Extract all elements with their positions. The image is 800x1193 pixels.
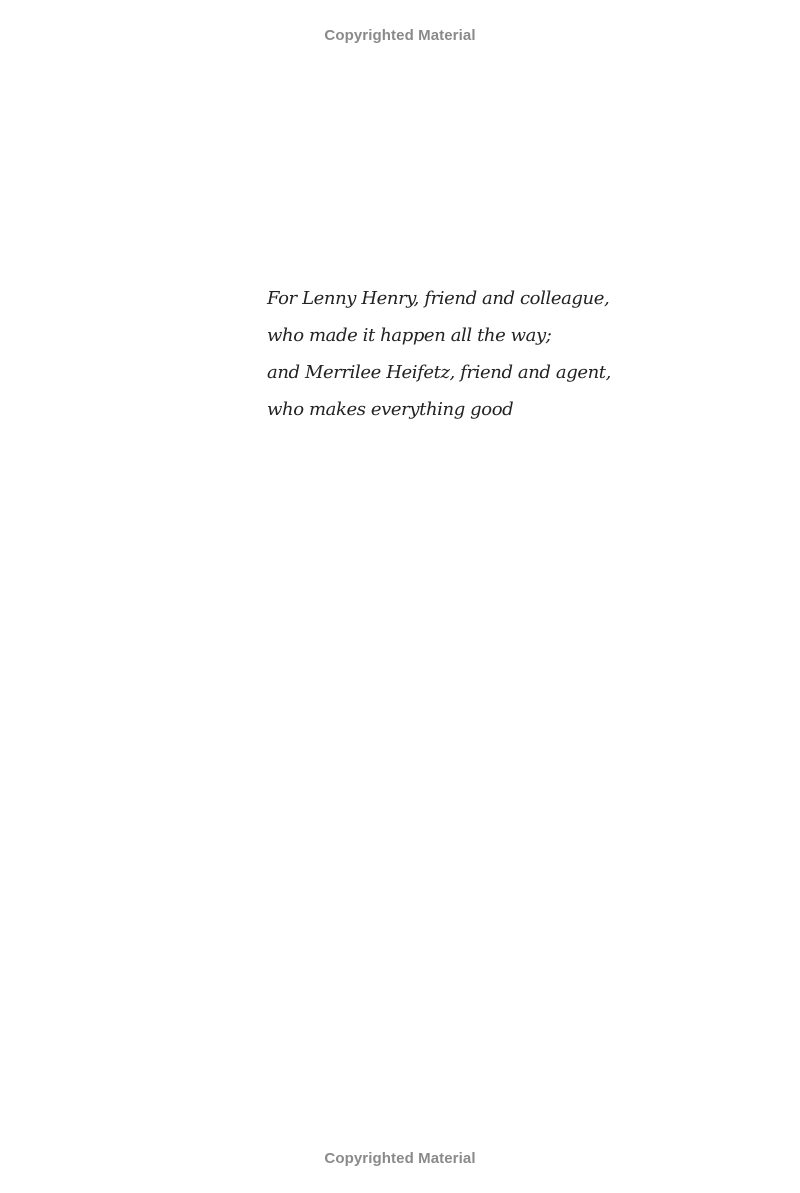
copyright-watermark-top: Copyrighted Material [324, 27, 476, 44]
dedication-line: who makes everything good [267, 399, 514, 420]
dedication-line: who made it happen all the way; [267, 325, 552, 346]
dedication-block [267, 280, 611, 428]
dedication-line: For Lenny Henry, friend and colleague, [267, 288, 610, 309]
copyright-watermark-bottom: Copyrighted Material [324, 1150, 476, 1167]
dedication-line: and Merrilee Heifetz, friend and agent, [267, 362, 611, 383]
